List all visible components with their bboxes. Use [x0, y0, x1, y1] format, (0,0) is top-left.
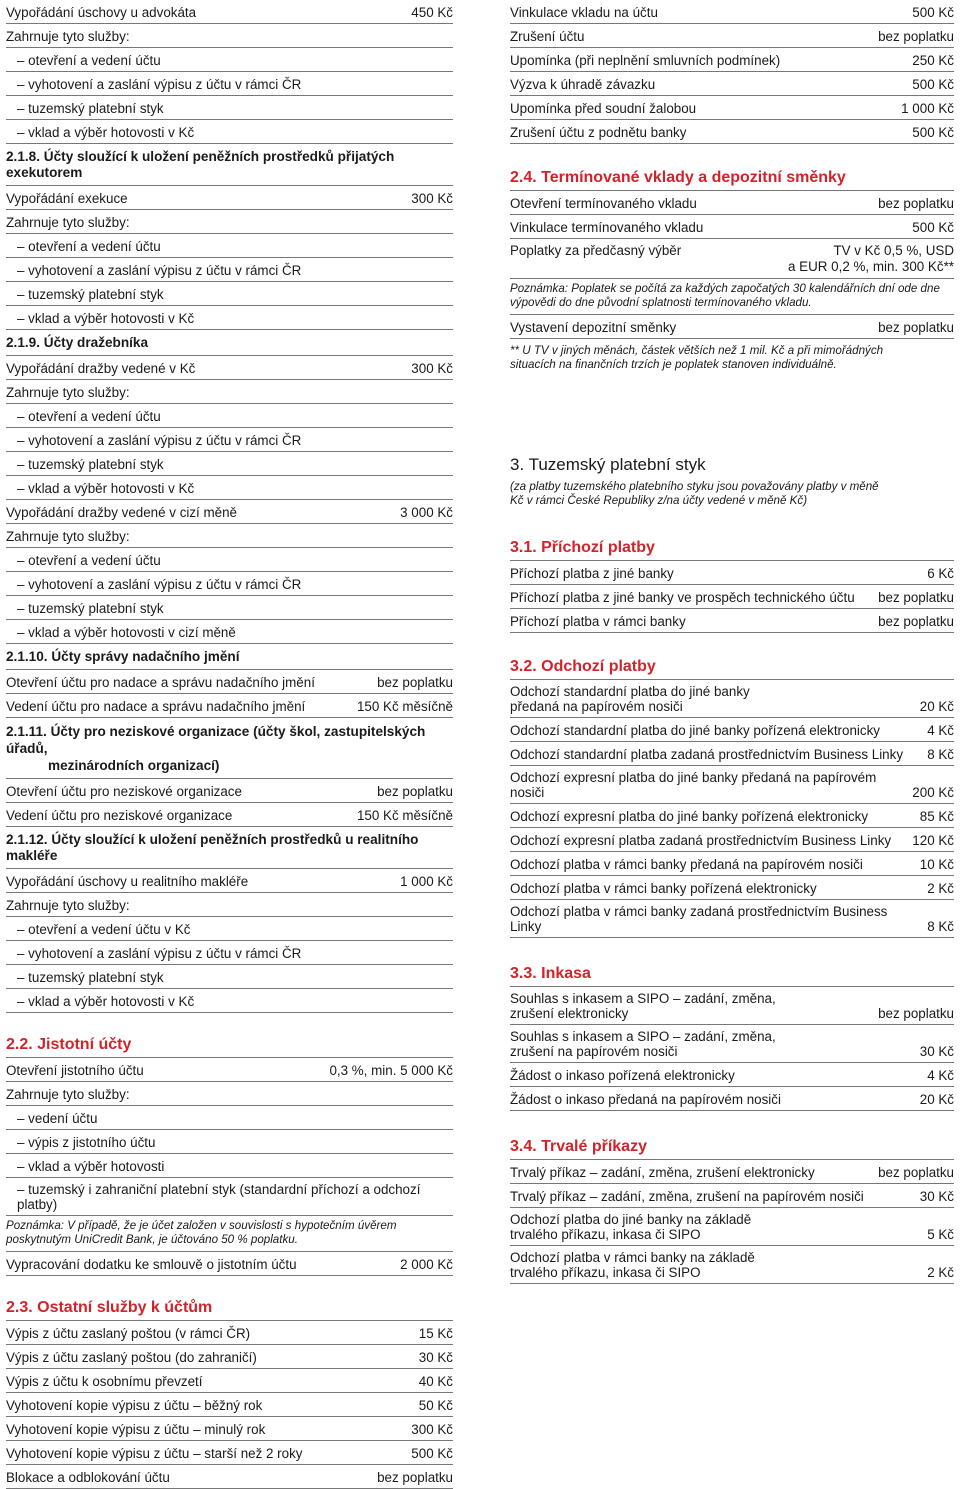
service-item: – otevření a vedení účtu	[6, 48, 453, 72]
fee-row: Odchozí standardní platba do jiné banky pořízená elektronicky 4 Kč	[510, 718, 954, 742]
service-item: – tuzemský platební styk	[6, 452, 453, 476]
fee-row: Vypořádání dražby vedené v cizí měně 3 000 Kč	[6, 500, 453, 524]
service-item: – otevření a vedení účtu v Kč	[6, 917, 453, 941]
service-item: – vklad a výběr hotovosti v Kč	[6, 989, 453, 1013]
fee-row: Odchozí platba v rámci banky zadaná prostřednictvím Business Linky 8 Kč	[510, 900, 954, 938]
fee-row: Vyhotovení kopie výpisu z účtu – starší než 2 roky 500 Kč	[6, 1441, 453, 1465]
service-item: – vyhotovení a zaslání výpisu z účtu v rámci ČR	[6, 258, 453, 282]
service-item: – tuzemský i zahraniční platební styk (standardní příchozí a odchozí platby)	[6, 1178, 453, 1216]
includes-label: Zahrnuje tyto služby:	[6, 524, 453, 548]
fee-row: Vypořádání úschovy u realitního makléře 1 000 Kč	[6, 869, 453, 893]
service-item: – vklad a výběr hotovosti v cizí měně	[6, 620, 453, 644]
fee-row: Vinkulace vkladu na účtu 500 Kč	[510, 0, 954, 24]
fee-row: Příchozí platba v rámci banky bez poplatku	[510, 609, 954, 633]
service-item: – vklad a výběr hotovosti v Kč	[6, 120, 453, 144]
fee-row: Odchozí standardní platba do jiné banky předaná na papírovém nosiči 20 Kč	[510, 680, 954, 718]
fee-row: Vyhotovení kopie výpisu z účtu – běžný rok 50 Kč	[6, 1393, 453, 1417]
fee-row: Vystavení depozitní směnky bez poplatku	[510, 315, 954, 339]
fee-row: Vypořádání exekuce 300 Kč	[6, 186, 453, 210]
service-item: – vklad a výběr hotovosti v Kč	[6, 306, 453, 330]
includes-label: Zahrnuje tyto služby:	[6, 380, 453, 404]
fee-row: Vyhotovení kopie výpisu z účtu – minulý rok 300 Kč	[6, 1417, 453, 1441]
service-item: – vyhotovení a zaslání výpisu z účtu v rámci ČR	[6, 428, 453, 452]
fee-row-early-withdrawal: Poplatky za předčasný výběr TV v Kč 0,5 %, USD a EUR 0,2 %, min. 300 Kč**	[510, 239, 954, 279]
fee-row: Souhlas s inkasem a SIPO – zadání, změna, zrušení na papírovém nosiči 30 Kč	[510, 1025, 954, 1063]
fee-row: Odchozí expresní platba zadaná prostřednictvím Business Linky 120 Kč	[510, 828, 954, 852]
fee-row: Příchozí platba z jiné banky ve prospěch technického účtu bez poplatku	[510, 585, 954, 609]
service-item: – vyhotovení a zaslání výpisu z účtu v rámci ČR	[6, 72, 453, 96]
fee-row: Vypořádání dražby vedené v Kč 300 Kč	[6, 356, 453, 380]
fee-row: Příchozí platba z jiné banky 6 Kč	[510, 561, 954, 585]
section-heading-3-2: 3.2. Odchozí platby	[510, 653, 954, 680]
fee-row: Odchozí standardní platba zadaná prostřednictvím Business Linky 8 Kč	[510, 742, 954, 766]
fee-row: Vinkulace termínovaného vkladu 500 Kč	[510, 215, 954, 239]
service-item: – vklad a výběr hotovosti	[6, 1154, 453, 1178]
section-heading-2-1-8: 2.1.8. Účty sloužící k uložení peněžních prostředků přijatých exekutorem	[6, 144, 453, 186]
fee-row: Vedení účtu pro nadace a správu nadačního jmění 150 Kč měsíčně	[6, 694, 453, 718]
section-heading-3-3: 3.3. Inkasa	[510, 960, 954, 987]
includes-label: Zahrnuje tyto služby:	[6, 24, 453, 48]
service-item: – tuzemský platební styk	[6, 96, 453, 120]
service-item: – vyhotovení a zaslání výpisu z účtu v rámci ČR	[6, 941, 453, 965]
section-note: (za platby tuzemského platebního styku jsou považovány platby v měně Kč v rámci České Republiky z/na účty vedené v měně Kč)	[510, 480, 879, 507]
fee-row: Otevření termínovaného vkladu bez poplatku	[510, 191, 954, 215]
fee-row: Zrušení účtu z podnětu banky 500 Kč	[510, 120, 954, 144]
fee-row: Odchozí platba v rámci banky předaná na papírovém nosiči 10 Kč	[510, 852, 954, 876]
left-column	[6, 0, 453, 1489]
right-column	[510, 0, 954, 1284]
note: ** U TV v jiných měnách, částek větších než 1 mil. Kč a při mimořádných situacích na finančních trzích je poplatek stanoven individuálně.	[510, 344, 884, 371]
section-heading-2-3: 2.3. Ostatní služby k účtům	[6, 1294, 453, 1321]
section-heading-2-1-9: 2.1.9. Účty dražebníka	[6, 330, 453, 356]
service-item: – otevření a vedení účtu	[6, 404, 453, 428]
section-heading-3-1: 3.1. Příchozí platby	[510, 534, 954, 561]
fee-row: Souhlas s inkasem a SIPO – zadání, změna, zrušení elektronicky bez poplatku	[510, 987, 954, 1025]
fee-row: Otevření účtu pro nadace a správu nadačního jmění bez poplatku	[6, 670, 453, 694]
section-heading-2-1-12: 2.1.12. Účty sloužící k uložení peněžních prostředků u realitního makléře	[6, 827, 453, 869]
includes-label: Zahrnuje tyto služby:	[6, 1082, 453, 1106]
service-item: – tuzemský platební styk	[6, 596, 453, 620]
service-item: – vedení účtu	[6, 1106, 453, 1130]
fee-row: Výpis z účtu zaslaný poštou (v rámci ČR) 15 Kč	[6, 1321, 453, 1345]
note: Poznámka: V případě, že je účet založen v souvislosti s hypotečním úvěrem poskytnutým UniCredit Bank, je účtováno 50 % poplatku.	[6, 1216, 453, 1252]
fee-row: Upomínka před soudní žalobou 1 000 Kč	[510, 96, 954, 120]
includes-label: Zahrnuje tyto služby:	[6, 210, 453, 234]
fee-row: Trvalý příkaz – zadání, změna, zrušení na papírovém nosiči 30 Kč	[510, 1184, 954, 1208]
fee-row: Odchozí platba v rámci banky pořízená elektronicky 2 Kč	[510, 876, 954, 900]
fee-row: Upomínka (při neplnění smluvních podmínek) 250 Kč	[510, 48, 954, 72]
section-heading-3-4: 3.4. Trvalé příkazy	[510, 1133, 954, 1160]
section-heading-2-2: 2.2. Jistotní účty	[6, 1031, 453, 1058]
fee-row: Odchozí platba v rámci banky na základě trvalého příkazu, inkasa či SIPO 2 Kč	[510, 1246, 954, 1284]
fee-row: Otevření jistotního účtu 0,3 %, min. 5 000 Kč	[6, 1058, 453, 1082]
service-item: – otevření a vedení účtu	[6, 548, 453, 572]
fee-row: Žádost o inkaso pořízená elektronicky 4 Kč	[510, 1063, 954, 1087]
service-item: – tuzemský platební styk	[6, 282, 453, 306]
section-heading-2-4: 2.4. Termínované vklady a depozitní směnky	[510, 164, 954, 191]
note: Poznámka: Poplatek se počítá za každých započatých 30 kalendářních dní ode dne výpovědi do dne původní splatnosti termínovaného vkladu.	[510, 279, 954, 315]
fee-row: Odchozí expresní platba do jiné banky pořízená elektronicky 85 Kč	[510, 804, 954, 828]
service-item: – otevření a vedení účtu	[6, 234, 453, 258]
service-item: – výpis z jistotního účtu	[6, 1130, 453, 1154]
fee-row: Výpis z účtu k osobnímu převzetí 40 Kč	[6, 1369, 453, 1393]
section-heading-3: 3. Tuzemský platební styk	[510, 455, 706, 474]
fee-row: Žádost o inkaso předaná na papírovém nosiči 20 Kč	[510, 1087, 954, 1111]
service-item: – vyhotovení a zaslání výpisu z účtu v rámci ČR	[6, 572, 453, 596]
fee-row: Otevření účtu pro neziskové organizace bez poplatku	[6, 779, 453, 803]
fee-row: Výpis z účtu zaslaný poštou (do zahraničí) 30 Kč	[6, 1345, 453, 1369]
fee-row: Blokace a odblokování účtu bez poplatku	[6, 1465, 453, 1489]
service-item: – vklad a výběr hotovosti v Kč	[6, 476, 453, 500]
service-item: – tuzemský platební styk	[6, 965, 453, 989]
includes-label: Zahrnuje tyto služby:	[6, 893, 453, 917]
fee-row: Vypořádání úschovy u advokáta 450 Kč	[6, 0, 453, 24]
fee-row: Odchozí expresní platba do jiné banky předaná na papírovém nosiči 200 Kč	[510, 766, 954, 804]
section-heading-2-1-11: 2.1.11. Účty pro neziskové organizace (účty škol, zastupitelských úřadů, mezinárodních organizací)	[6, 718, 453, 779]
fee-row: Výzva k úhradě závazku 500 Kč	[510, 72, 954, 96]
fee-row: Vypracování dodatku ke smlouvě o jistotním účtu 2 000 Kč	[6, 1252, 453, 1276]
fee-row: Odchozí platba do jiné banky na základě trvalého příkazu, inkasa či SIPO 5 Kč	[510, 1208, 954, 1246]
fee-row: Trvalý příkaz – zadání, změna, zrušení elektronicky bez poplatku	[510, 1160, 954, 1184]
section-heading-2-1-10: 2.1.10. Účty správy nadačního jmění	[6, 644, 453, 670]
fee-row: Zrušení účtu bez poplatku	[510, 24, 954, 48]
fee-row: Vedení účtu pro neziskové organizace 150 Kč měsíčně	[6, 803, 453, 827]
